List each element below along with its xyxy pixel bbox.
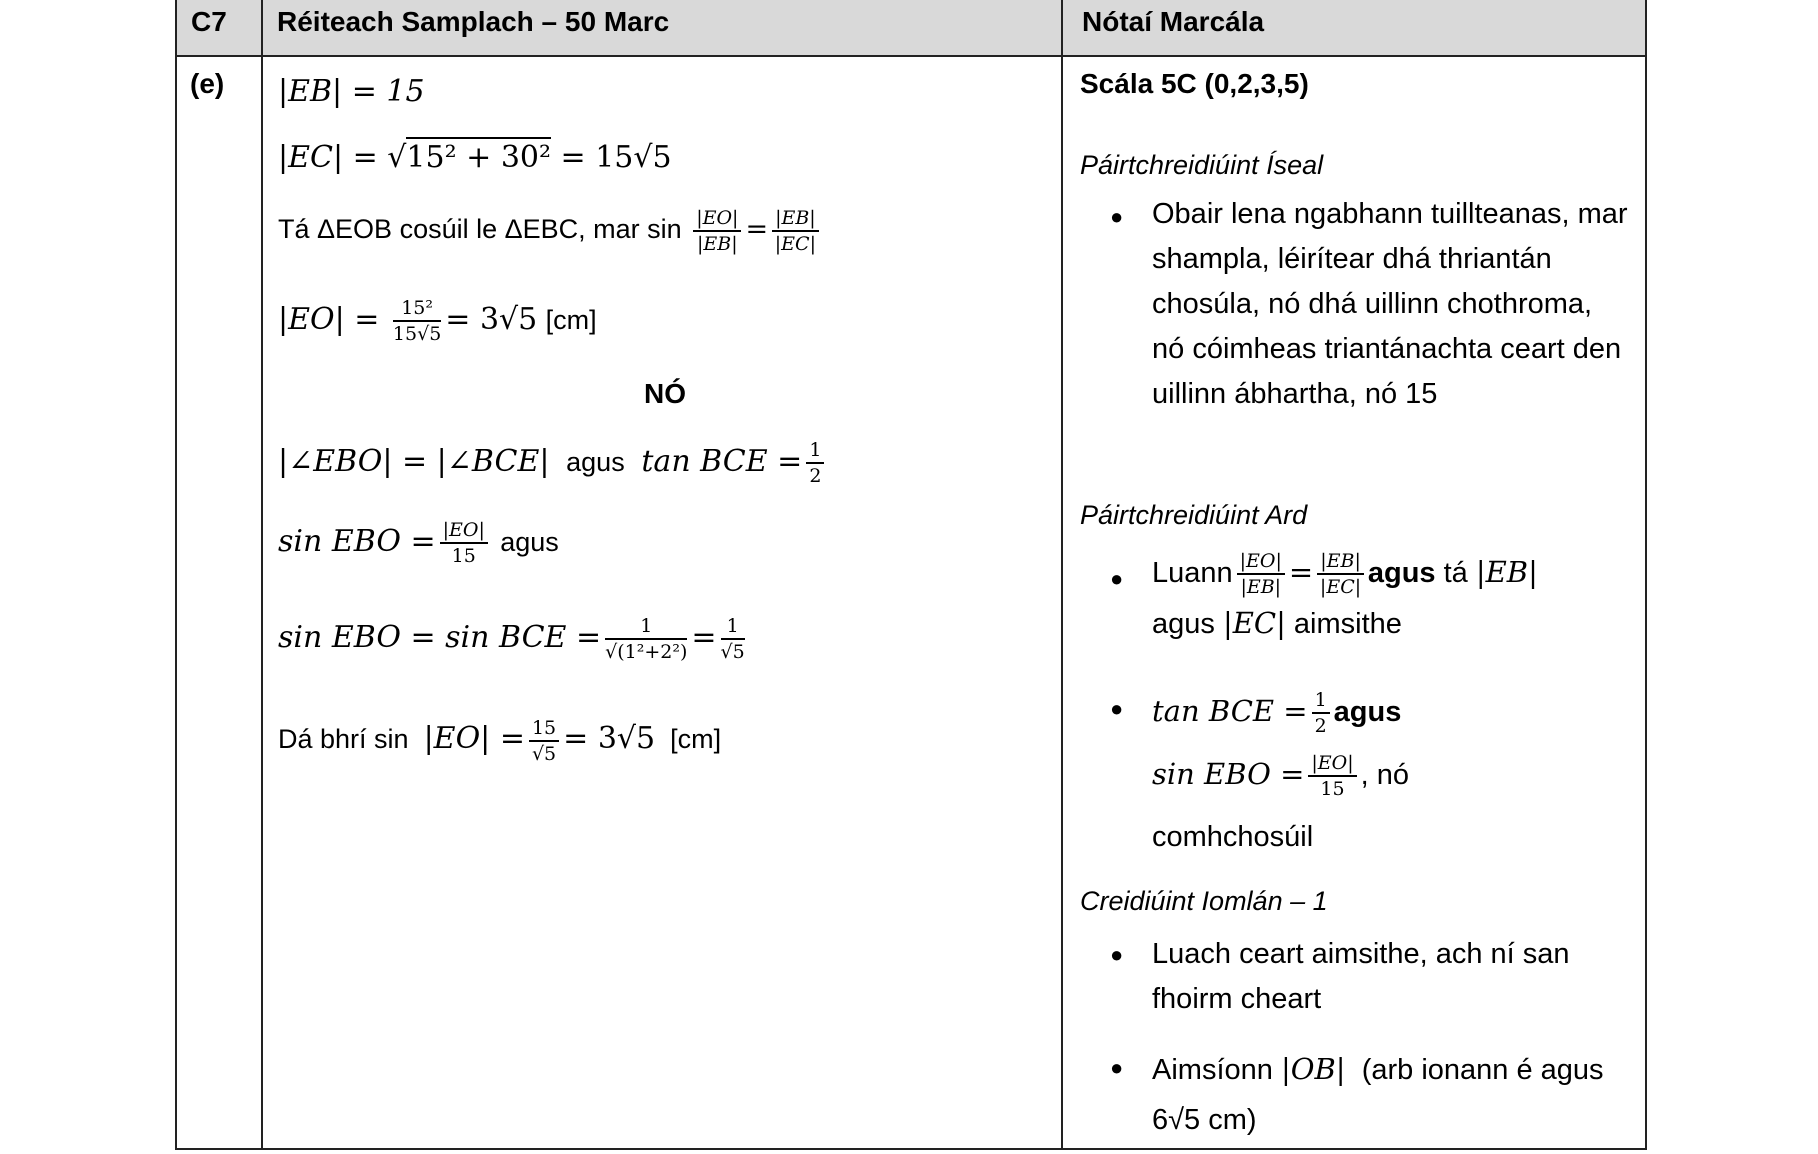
bullet-icon: ● — [1110, 204, 1124, 229]
solution-line-conclusion: Dá bhrí sin |EO| = $\frac{15}{√5}$ = 3√5 [cm] — [278, 717, 722, 765]
solution-line-ec: |EC| = √15² + 30² = 15√5 — [278, 140, 672, 175]
high-partial-item-1: Luann $\frac{|EO|}{|EB|}$ = $\frac{|EB|}{|EC|}$ agus tá |EB| agus |EC| aimsithe — [1152, 550, 1538, 640]
bullet-icon: ● — [1110, 696, 1124, 721]
bullet-icon: ● — [1110, 1055, 1124, 1080]
high-partial-item-2: tan BCE = $\frac{1}{2}$ agus sin EBO = $\frac{|EO|}{15}$ , nó comhchosúil — [1152, 689, 1409, 853]
fraction: $\frac{|EB|}{|EC|}$ — [772, 206, 819, 256]
column-divider-2 — [1061, 0, 1063, 1148]
low-partial-item: Obair lena ngabhann tuillteanas, mar shampla, léirítear dhá thriantán chosúla, nó dhá uillinn chothroma, nó cóimheas triantánachta ceart den uillinn ábhartha, nó 15 — [1152, 198, 1628, 410]
or-separator: NÓ — [644, 378, 686, 409]
bullet-icon: ● — [1110, 942, 1124, 967]
full-credit-item-1: Luach ceart aimsithe, ach ní san fhoirm cheart — [1152, 938, 1570, 1015]
solution-line-sin-ebo: sin EBO = $\frac{|EO|}{15}$ agus — [278, 519, 559, 567]
high-partial-credit-title: Páirtchreidiúint Ard — [1080, 500, 1308, 530]
solution-column-title: Réiteach Samplach – 50 Marc — [277, 6, 670, 37]
fraction: $\frac{|EO|}{|EB|}$ — [693, 206, 741, 256]
solution-line-eb: |EB| = 15 — [278, 74, 425, 109]
notes-column-title: Nótaí Marcála — [1082, 6, 1265, 37]
bullet-icon: ● — [1110, 566, 1124, 591]
full-credit-title: Creidiúint Iomlán – 1 — [1080, 886, 1328, 916]
solution-line-similar: Tá ΔEOB cosúil le ΔEBC, mar sin $\frac{|EO|}{|EB|}$ = $\frac{|EB|}{|EC|}$ — [278, 206, 823, 256]
full-credit-item-2: Aimsíonn |OB| (arb ionann é agus 6√5 cm) — [1152, 1052, 1604, 1136]
marking-scale: Scála 5C (0,2,3,5) — [1080, 68, 1309, 99]
solution-line-sin-bce: sin EBO = sin BCE = $\frac{1}{\text{√(1²+2²)}}$ = $\frac{1}{√5}$ — [278, 615, 745, 663]
question-number: C7 — [191, 6, 227, 37]
part-label: (e) — [190, 68, 225, 99]
solution-line-eo: |EO| = $\frac{\text{15²}}{15√5}$ = 3√5 [cm] — [278, 297, 597, 345]
solution-line-angles: |∠EBO| = |∠BCE| agus tan BCE = $\frac{1}{2}$ — [278, 438, 828, 488]
table-header — [177, 0, 1645, 57]
column-divider-1 — [261, 0, 263, 1148]
low-partial-credit-title: Páirtchreidiúint Íseal — [1080, 150, 1324, 180]
